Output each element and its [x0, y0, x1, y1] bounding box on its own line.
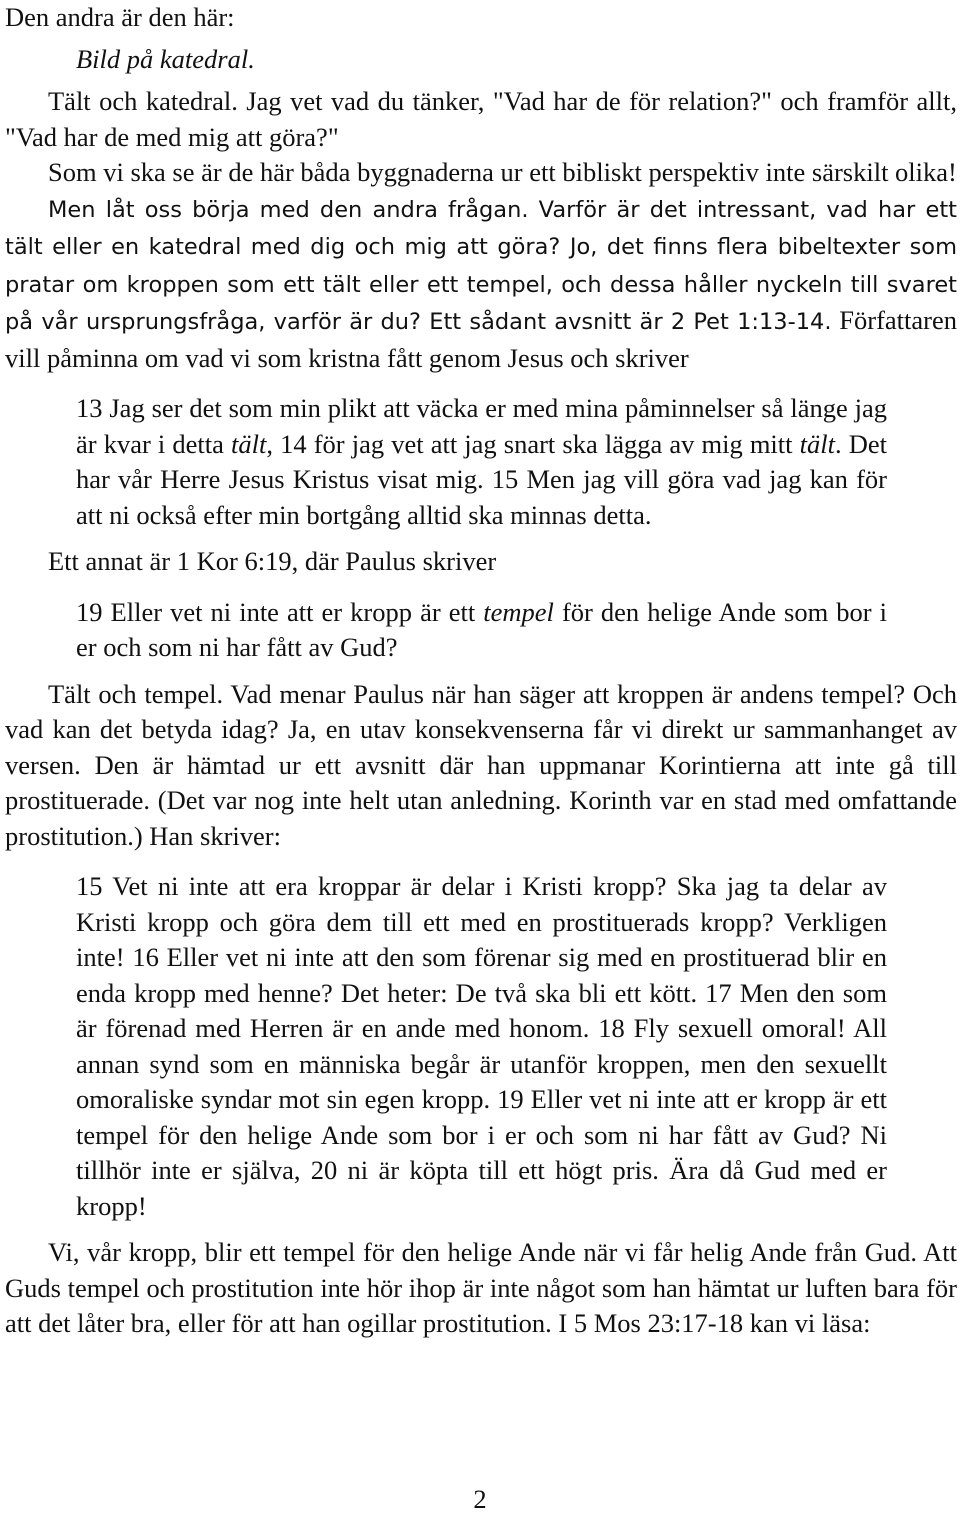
paragraph-4: Ett annat är 1 Kor 6:19, där Paulus skriver: [48, 546, 497, 576]
quote-text: 19 Eller vet ni inte att er kropp är ett: [76, 596, 484, 627]
quote-text: , 14 för jag vet att jag snart ska lägga av mig mitt: [266, 428, 800, 459]
paragraph-3-sans-text: Men låt oss börja med den andra frågan. Varför är det intressant, vad har ett tält eller en katedral med dig och mig att göra? Jo, det finns flera bibeltexter som pratar om kroppen som ett tält eller ett tempel, och dessa håller nyckeln till svaret på vår ursprungsfråga, varför är du? Ett sådant avsnitt är 2 Pet 1:13-14.: [5, 196, 957, 335]
paragraph-2: Som vi ska se är de här båda byggnaderna ur ett bibliskt perspektiv inte särskilt olika!: [48, 157, 957, 187]
paragraph-1: Tält och katedral. Jag vet vad du tänker, "Vad har de för relation?" och framför allt, "Vad har de med mig att göra?": [5, 86, 957, 152]
intro-line: Den andra är den här:: [5, 2, 235, 32]
quote-emphasis: tält: [799, 428, 835, 459]
page-number: 2: [473, 1484, 487, 1514]
paragraph-3-serif-text: Författaren vill påminna om vad vi som kristna fått genom Jesus och skriver: [5, 305, 957, 373]
bible-quote-1kor: [76, 595, 887, 666]
document-page: [5, 0, 957, 1342]
paragraph-3: [5, 191, 957, 377]
bible-quote-2pet: [76, 391, 887, 533]
image-caption: Bild på katedral.: [76, 43, 255, 74]
bible-quote-1kor-long: 15 Vet ni inte att era kroppar är delar i Kristi kropp? Ska jag ta delar av Kristi kropp och göra dem till ett med en prostituerads kropp? Verkligen inte! 16 Eller vet ni inte att den som förenar sig med en prostituerad blir en enda kropp med henne? Det heter: De två ska bli ett kött. 17 Men den som är förenad med Herren är en ande med honom. 18 Fly sexuell omoral! All annan synd som en människa begår är utanför kroppen, men den sexuellt omoraliske syndar mot sin egen kropp. 19 Eller vet ni inte att er kropp är ett tempel för den helige Ande som bor i er och som ni har fått av Gud? Ni tillhör inte er själva, 20 ni är köpta till ett högt pris. Ära då Gud med er kropp!: [76, 871, 887, 1221]
paragraph-6: Vi, vår kropp, blir ett tempel för den helige Ande när vi får helig Ande från Gud. Att Guds tempel och prostitution inte hör ihop är inte något som han hämtat ur luften bara för att det låter bra, eller för att han ogillar prostitution. I 5 Mos 23:17-18 kan vi läsa:: [5, 1237, 957, 1338]
quote-text: för den helige Ande som bor i er och som ni har fått av Gud?: [76, 596, 887, 662]
quote-text: . Det har vår Herre Jesus Kristus visat mig. 15 Men jag vill göra vad jag kan för att ni också efter min bortgång alltid ska minnas detta.: [76, 428, 887, 530]
quote-text: 13 Jag ser det som min plikt att väcka er med mina påminnelser så länge jag är kvar i detta: [76, 393, 887, 459]
quote-emphasis: tempel: [483, 596, 554, 627]
quote-emphasis: tält: [231, 428, 267, 459]
paragraph-5: Tält och tempel. Vad menar Paulus när han säger att kroppen är andens tempel? Och vad kan det betyda idag? Ja, en utav konsekvenserna får vi direkt ur sammanhanget av versen. Den är hämtad ur ett avsnitt där han uppmanar Korintierna att inte gå till prostituerade. (Det var nog inte helt utan anledning. Korinth var en stad med omfattande prostitution.) Han skriver:: [5, 678, 957, 851]
